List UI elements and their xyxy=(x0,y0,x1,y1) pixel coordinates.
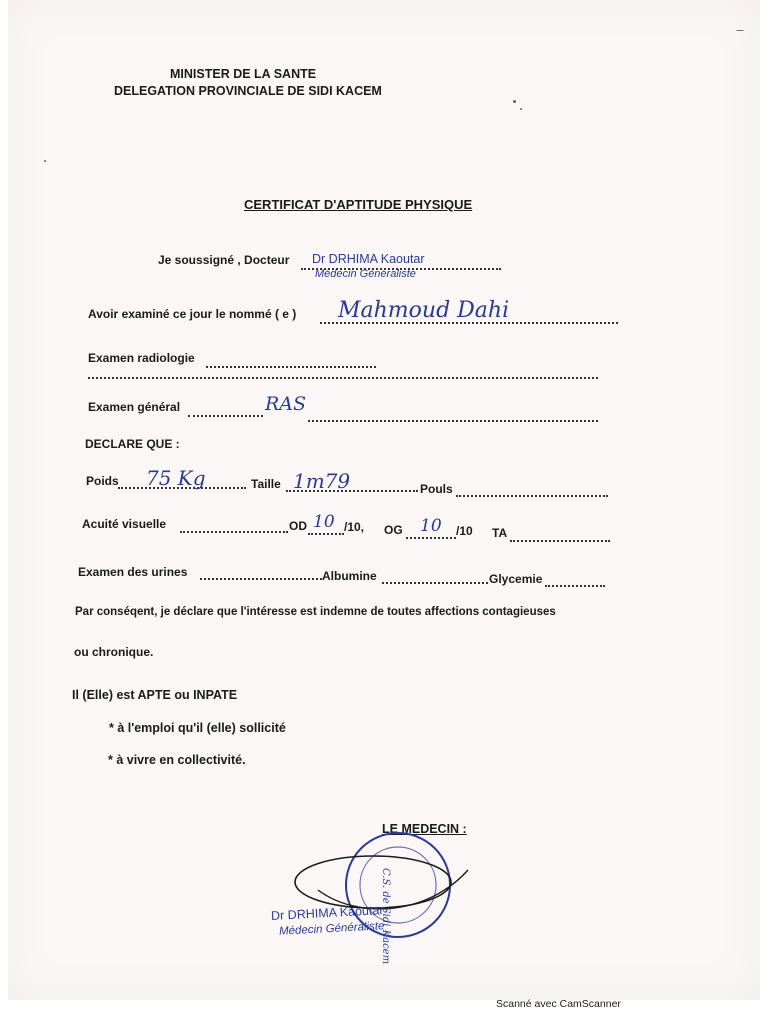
glycemie-label: Glycemie xyxy=(489,572,543,586)
poids-value-handwritten: 75 Kg xyxy=(146,466,206,490)
speck xyxy=(44,160,46,162)
taille-label: Taille xyxy=(251,477,281,491)
conclusion-line-1: Par conséqent, je déclare que l'intéresse est indemne de toutes affections contagieuses xyxy=(75,606,556,618)
glycemie-dotted-line xyxy=(545,585,605,587)
radiologie-dotted-line-2 xyxy=(88,377,598,379)
urines-dotted-line xyxy=(200,578,322,580)
document-page xyxy=(8,0,760,1000)
general-label: Examen général xyxy=(88,400,181,414)
urines-label: Examen des urines xyxy=(78,565,188,579)
delegation-heading: DELEGATION PROVINCIALE DE SIDI KACEM xyxy=(114,84,382,98)
stamp-doctor-name: Dr DRHIMA Kaoutar xyxy=(270,903,384,923)
general-dotted-line xyxy=(188,415,263,417)
acuite-dotted-line xyxy=(180,531,288,533)
pouls-dotted-line xyxy=(456,495,608,497)
medecin-label: LE MEDECIN : xyxy=(382,822,467,836)
taille-value-handwritten: 1m79 xyxy=(293,469,351,493)
og-label: OG xyxy=(384,523,403,537)
og-value-handwritten: 10 xyxy=(420,516,442,536)
og-suffix: /10 xyxy=(456,524,473,538)
albumine-label: Albumine xyxy=(322,569,377,583)
radiologie-dotted-line xyxy=(206,366,376,368)
stamp-doctor-title: Médecin Généraliste xyxy=(278,920,385,938)
albumine-dotted-line xyxy=(382,582,488,584)
acuite-label: Acuité visuelle xyxy=(82,517,167,531)
speck xyxy=(520,108,522,110)
soussigne-label: Je soussigné , Docteur xyxy=(158,253,290,267)
poids-label: Poids xyxy=(86,474,119,488)
round-stamp-text: C.S. de Sidi Kacem xyxy=(380,868,391,965)
bullet-emploi: * à l'emploi qu'il (elle) sollicité xyxy=(109,721,286,735)
certificate-title: CERTIFICAT D'APTITUDE PHYSIQUE xyxy=(244,197,473,212)
od-dotted-line xyxy=(308,533,344,535)
ministry-heading: MINISTER DE LA SANTE xyxy=(170,67,317,81)
od-suffix: /10, xyxy=(344,520,365,534)
ta-label: TA xyxy=(492,526,508,540)
signature-scribble xyxy=(295,856,451,908)
og-dotted-line xyxy=(406,537,456,539)
speck xyxy=(736,30,744,31)
speck xyxy=(513,100,516,103)
apte-line: Il (Elle) est APTE ou INPATE xyxy=(72,688,238,702)
pouls-label: Pouls xyxy=(420,482,453,496)
camscanner-footer: Scanné avec CamScanner xyxy=(496,998,621,1010)
doctor-name-stamp: Dr DRHIMA Kaoutar xyxy=(312,252,425,266)
examine-label: Avoir examiné ce jour le nommé ( e ) xyxy=(88,307,297,321)
od-label: OD xyxy=(289,519,307,533)
patient-name-handwritten: Mahmoud Dahi xyxy=(338,298,510,323)
general-value-handwritten: RAS xyxy=(265,393,307,415)
bullet-collectivite: * à vivre en collectivité. xyxy=(108,753,246,767)
general-dotted-line-2 xyxy=(308,420,598,422)
conclusion-line-2: ou chronique. xyxy=(74,645,154,659)
radiologie-label: Examen radiologie xyxy=(88,351,195,365)
declare-label: DECLARE QUE : xyxy=(85,437,180,451)
od-value-handwritten: 10 xyxy=(313,512,335,532)
doctor-title-stamp: Médecin Généraliste xyxy=(315,268,416,280)
ta-dotted-line xyxy=(510,540,610,542)
